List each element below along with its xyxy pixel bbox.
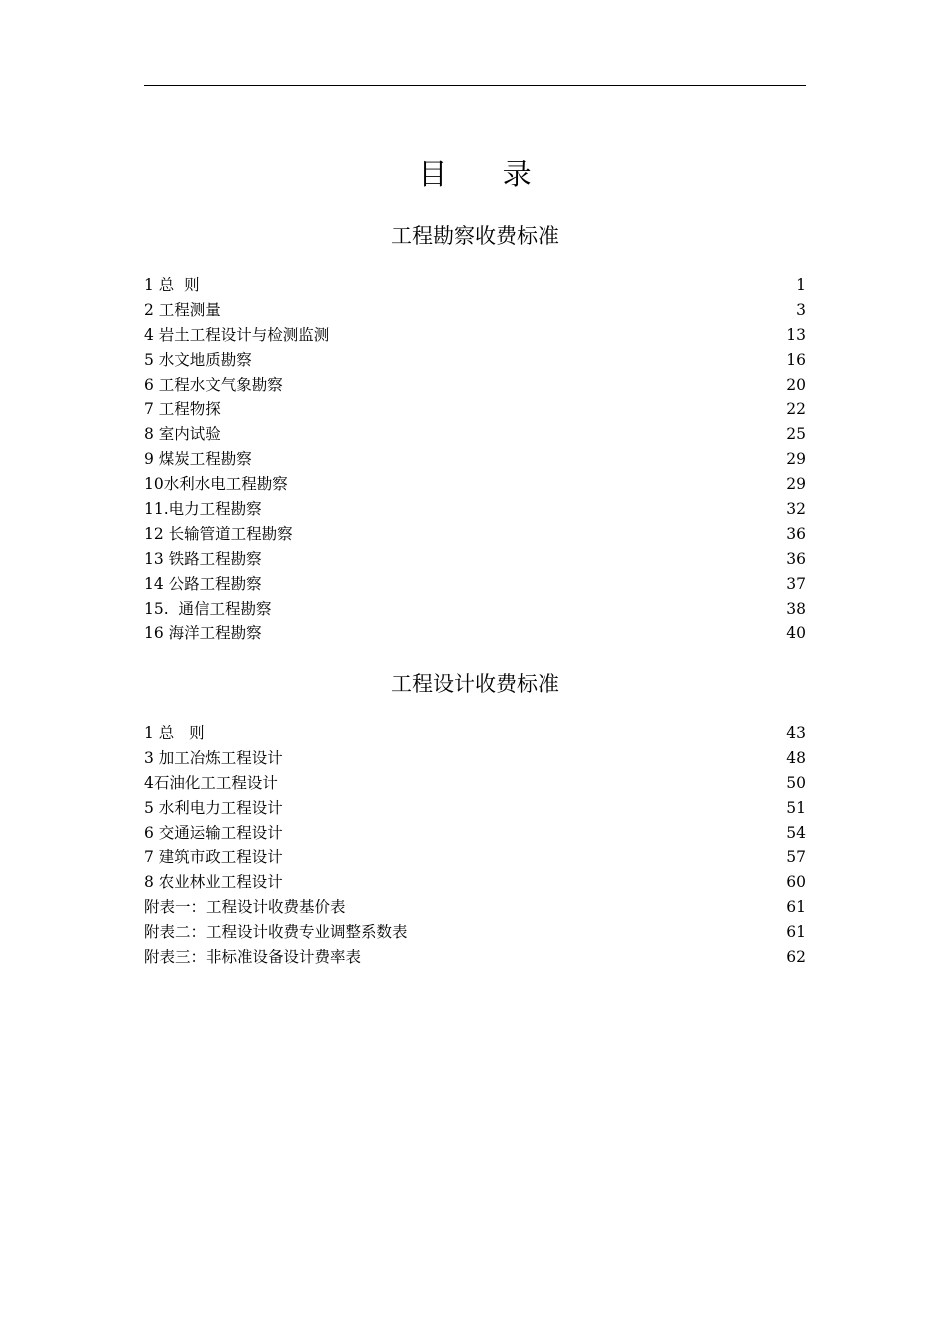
toc-entry-page: 32 — [786, 500, 806, 519]
toc-entry-label: 16 海洋工程勘察 — [144, 624, 262, 643]
toc-entry[interactable] — [144, 920, 806, 945]
toc-entry-label: 5 水利电力工程设计 — [144, 798, 283, 817]
toc-list-survey — [144, 273, 806, 646]
toc-entry-page: 60 — [786, 873, 806, 892]
toc-entry[interactable] — [144, 870, 806, 895]
toc-entry-page: 20 — [786, 375, 806, 394]
toc-entry[interactable] — [144, 597, 806, 622]
toc-title: 目 录 — [418, 157, 532, 191]
toc-entry[interactable] — [144, 945, 806, 970]
toc-entry[interactable] — [144, 845, 806, 870]
toc-entry-page: 38 — [786, 599, 806, 618]
toc-entry[interactable] — [144, 298, 806, 323]
toc-entry[interactable] — [144, 547, 806, 572]
toc-entry-label: 14 公路工程勘察 — [144, 574, 262, 593]
toc-entry-label: 4石油化工工程设计 — [144, 773, 278, 792]
toc-entry-page: 29 — [786, 475, 806, 494]
toc-entry-page: 51 — [786, 798, 806, 817]
toc-entry-label: 2 工程测量 — [144, 300, 221, 319]
toc-entry-label: 7 工程物探 — [144, 400, 221, 419]
toc-entry-label: 13 铁路工程勘察 — [144, 549, 262, 568]
section-heading-design: 工程设计收费标准 — [391, 672, 559, 696]
toc-entry[interactable] — [144, 721, 806, 746]
toc-entry-page: 16 — [786, 350, 806, 369]
toc-entry-label: 1 总 则 — [144, 724, 205, 742]
toc-entry-label: 12 长输管道工程勘察 — [144, 524, 293, 543]
toc-entry-label: 10水利水电工程勘察 — [144, 475, 288, 494]
toc-entry-page: 61 — [786, 923, 806, 942]
toc-entry[interactable] — [144, 572, 806, 597]
toc-entry-page: 29 — [786, 450, 806, 469]
toc-entry[interactable] — [144, 796, 806, 821]
toc-entry-page: 22 — [786, 400, 806, 419]
toc-entry-page: 43 — [786, 724, 806, 742]
toc-entry[interactable] — [144, 497, 806, 522]
toc-list-design — [144, 721, 806, 970]
toc-entry[interactable] — [144, 895, 806, 920]
toc-entry-label: 附表二：工程设计收费专业调整系数表 — [144, 923, 408, 942]
toc-entry[interactable] — [144, 422, 806, 447]
toc-entry-page: 13 — [786, 325, 806, 344]
toc-entry-page: 40 — [786, 624, 806, 643]
toc-entry-label: 8 农业林业工程设计 — [144, 873, 283, 892]
toc-entry-label: 7 建筑市政工程设计 — [144, 848, 283, 867]
toc-entry[interactable] — [144, 397, 806, 422]
toc-entry-label: 9 煤炭工程勘察 — [144, 450, 252, 469]
toc-entry[interactable] — [144, 447, 806, 472]
toc-entry-page: 50 — [786, 773, 806, 792]
toc-entry-page: 1 — [796, 276, 806, 294]
toc-entry-label: 附表三：非标准设备设计费率表 — [144, 948, 362, 967]
toc-entry-label: 15. 通信工程勘察 — [144, 599, 272, 618]
toc-entry[interactable] — [144, 348, 806, 373]
section-heading-survey: 工程勘察收费标准 — [391, 224, 559, 248]
toc-entry[interactable] — [144, 373, 806, 398]
header-rule — [144, 85, 806, 86]
toc-entry[interactable] — [144, 746, 806, 771]
toc-entry-label: 附表一：工程设计收费基价表 — [144, 898, 346, 917]
toc-entry-label: 6 交通运输工程设计 — [144, 823, 283, 842]
toc-entry[interactable] — [144, 821, 806, 846]
toc-entry-page: 48 — [786, 748, 806, 767]
toc-entry-page: 36 — [786, 524, 806, 543]
toc-entry[interactable] — [144, 771, 806, 796]
toc-entry[interactable] — [144, 323, 806, 348]
toc-entry-label: 8 室内试验 — [144, 425, 221, 444]
toc-entry-label: 11.电力工程勘察 — [144, 500, 262, 519]
toc-entry-label: 4 岩土工程设计与检测监测 — [144, 325, 330, 344]
toc-entry-page: 37 — [786, 574, 806, 593]
toc-entry-label: 5 水文地质勘察 — [144, 350, 252, 369]
toc-entry-page: 3 — [796, 300, 806, 319]
toc-entry-page: 36 — [786, 549, 806, 568]
toc-entry-label: 6 工程水文气象勘察 — [144, 375, 283, 394]
toc-entry-label: 3 加工冶炼工程设计 — [144, 748, 283, 767]
toc-entry[interactable] — [144, 472, 806, 497]
toc-entry-page: 54 — [786, 823, 806, 842]
toc-entry-page: 62 — [786, 948, 806, 967]
toc-entry[interactable] — [144, 621, 806, 646]
toc-entry-page: 57 — [786, 848, 806, 867]
toc-entry-page: 61 — [786, 898, 806, 917]
toc-entry-label: 1 总 则 — [144, 276, 200, 294]
toc-entry[interactable] — [144, 273, 806, 298]
toc-entry-page: 25 — [786, 425, 806, 444]
toc-entry[interactable] — [144, 522, 806, 547]
